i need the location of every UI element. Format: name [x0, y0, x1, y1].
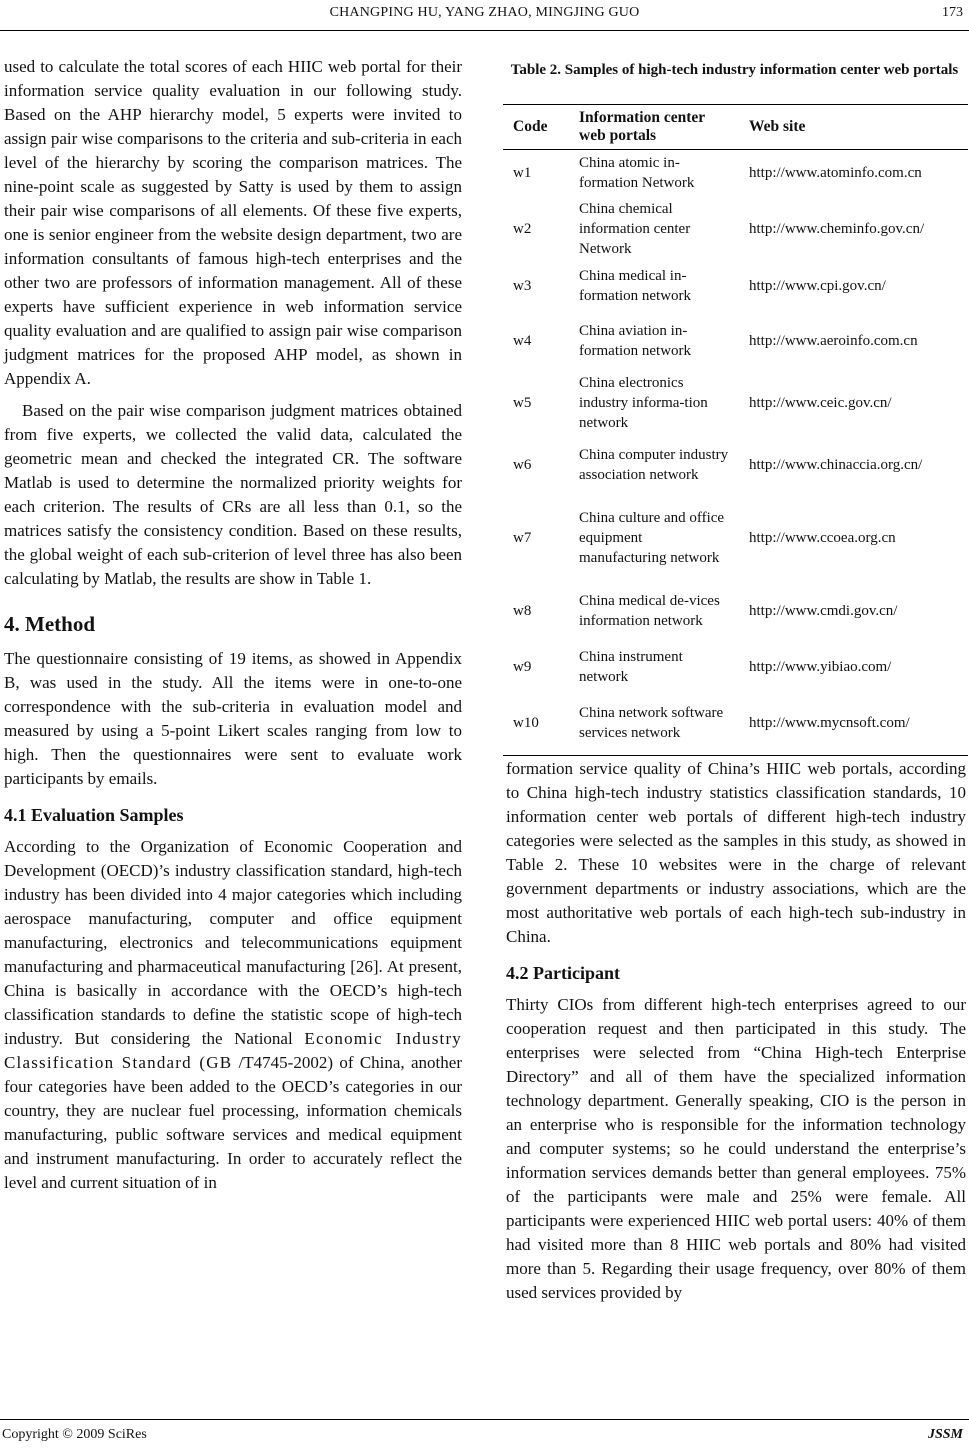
cell-code: w7 — [513, 529, 532, 546]
cell-portal-name: China culture and office equipment manufacturing network — [579, 509, 725, 566]
table-row — [503, 372, 968, 434]
table-row — [503, 496, 968, 580]
header-rule — [0, 30, 969, 31]
cell-portal-name: China instrument network — [579, 648, 683, 685]
copyright-notice: Copyright © 2009 SciRes — [2, 1427, 147, 1442]
left-column — [4, 55, 462, 1195]
running-title: CHANGPING HU, YANG ZHAO, MINGJING GUO — [329, 5, 640, 20]
section-heading-method: 4. Method — [4, 612, 95, 636]
page-number: 173 — [942, 5, 963, 20]
paragraph-oecd-classification — [4, 835, 462, 1195]
cell-web-site: http://www.aeroinfo.com.cn — [749, 332, 918, 349]
cell-code: w5 — [513, 394, 532, 411]
page-header — [0, 3, 969, 27]
cell-code: w9 — [513, 658, 532, 675]
table-row — [503, 434, 968, 496]
paragraph-oecd-part-2: Economic Industry Classification Standard (GB — [4, 1029, 463, 1072]
table-row — [503, 642, 968, 692]
cell-code: w4 — [513, 332, 532, 349]
table-row — [503, 262, 968, 310]
cell-portal-name: China medical in-formation network — [579, 267, 692, 304]
table-header-row — [503, 105, 968, 150]
subsection-heading-participant: 4.2 Participant — [506, 963, 620, 983]
table-row — [503, 580, 968, 642]
paragraph-matlab-results: Based on the pair wise comparison judgment matrices obtained from five experts, we collected the valid data, calculated the geometric mean and checked the integrated CR. The software Matlab is used to determine the normalized priority weights for each criterion. The results of CRs are all less than 0.1, so the matrices satisfy the consistency condition. Based on these results, the global weight of each sub-criterion of level three has also been calculating by Matlab, the results are show in Table 1. — [4, 401, 462, 588]
cell-web-site: http://www.yibiao.com/ — [749, 658, 892, 675]
cell-code: w1 — [513, 164, 532, 181]
cell-portal-name: China computer industry association network — [579, 446, 729, 483]
table-caption: Table 2. Samples of high-tech industry information center web portals — [510, 62, 959, 78]
paragraph-sample-selection: formation service quality of China’s HIIC web portals, according to China high-tech industry statistics classification standards, 10 information center web portals of different high-tech industry categories were selected as the samples in this study, as showed in Table 2. These 10 websites were in the charge of relevant government departments or industry associations, which are the most authoritative web portals of each high-tech sub-industry in China. — [506, 759, 966, 946]
header-portal-name: Information center web portals — [575, 105, 733, 150]
table-row — [503, 196, 968, 262]
cell-web-site: http://www.ccoea.org.cn — [749, 529, 896, 546]
subsection-heading-evaluation-samples: 4.1 Evaluation Samples — [4, 805, 184, 825]
right-column — [506, 757, 966, 1305]
cell-portal-name: China atomic in-formation Network — [579, 154, 695, 191]
paragraph-oecd-part-1: According to the Organization of Economic Cooperation and Development (OECD)’s industry classification standard, high-tech industry has been divided into 4 major categories which including aerospace manufacturing, computer and office equipment manufacturing, electronics and telecommunications equipment manufacturing and pharmaceutical manufacturing [26]. At present, China is basically in accordance with the OECD’s high-tech classification standards to define the statistic scope of high-tech industry. But considering the National — [4, 837, 462, 1048]
cell-code: w3 — [513, 277, 532, 294]
footer-rule — [0, 1419, 969, 1420]
paragraph-participants: Thirty CIOs from different high-tech enterprises agreed to our cooperation request and then participated in this study. The enterprises were selected from “China High-tech Enterprise Directory” and all of them have the specialized information technology department. Generally speaking, CIO is the person in an enterprise who is responsible for the information technology and computer systems; so he could understand the enterprise’s information services demands better than general employees. 75% of the participants were male and 25% were female. All participants were experienced HIIC web portal users: 40% of them had visited more than 8 HIIC web portals and 80% had visited more than 5. Regarding their usage frequency, over 80% of them used services provided by — [506, 995, 966, 1302]
table-row — [503, 150, 968, 196]
cell-code: w6 — [513, 456, 532, 473]
journal-name: JSSM — [927, 1427, 963, 1442]
paragraph-questionnaire: The questionnaire consisting of 19 items, as showed in Appendix B, was used in the study. All the items were in one-to-one correspondence with the sub-criteria in evaluation model and measured by using a 5-point Likert scales ranging from low to high. Then the questionnaires were sent to evaluate work participants by emails. — [4, 649, 462, 788]
cell-portal-name: China network software services network — [575, 692, 733, 756]
cell-portal-name: China medical de-vices information network — [579, 592, 720, 629]
cell-portal-name: China electronics industry informa-tion network — [579, 374, 708, 431]
paragraph-ahp-weights: used to calculate the total scores of each HIIC web portal for their information service quality evaluation in our following study. Based on the AHP hierarchy model, 5 experts were invited to assign pair wise comparisons to the criteria and sub-criteria in each level of the hierarchy by scoring the comparison matrices. The nine-point scale as suggested by Satty is used by them to assign their pair wise comparisons of all elements. Of these five experts, one is senior engineer from the website design department, two are information consultants of famous high-tech enterprises and the other two are professors of information management. All of these experts have sufficient experience in web information service quality evaluation and are qualified to assign pair wise comparison judgment matrices for the proposed AHP model, as shown in Appendix A. — [4, 57, 462, 388]
cell-web-site: http://www.cpi.gov.cn/ — [749, 277, 886, 294]
paragraph-oecd-part-3: /T4745-2002) of China, another four categories have been added to the OECD’s categories in our country, they are nuclear fuel processing, information chemicals manufacturing, public software services and medical equipment and instrument manufacturing. In order to accurately reflect the level and current situation of in — [4, 1053, 462, 1192]
header-code: Code — [503, 105, 575, 150]
cell-web-site: http://www.mycnsoft.com/ — [733, 692, 968, 756]
cell-portal-name: China chemical information center Network — [579, 200, 691, 257]
samples-table — [503, 104, 968, 756]
cell-code: w10 — [503, 692, 575, 756]
cell-code: w2 — [513, 220, 532, 237]
cell-portal-name: China aviation in-formation network — [579, 322, 692, 359]
cell-web-site: http://www.cmdi.gov.cn/ — [749, 602, 898, 619]
header-web-site: Web site — [733, 105, 968, 150]
page-footer — [0, 1421, 969, 1449]
cell-web-site: http://www.ceic.gov.cn/ — [749, 394, 892, 411]
cell-code: w8 — [513, 602, 532, 619]
cell-web-site: http://www.chinaccia.org.cn/ — [749, 456, 923, 473]
cell-web-site: http://www.cheminfo.gov.cn/ — [749, 220, 925, 237]
cell-web-site: http://www.atominfo.com.cn — [749, 164, 922, 181]
table-row — [503, 310, 968, 372]
table-row — [503, 692, 968, 756]
